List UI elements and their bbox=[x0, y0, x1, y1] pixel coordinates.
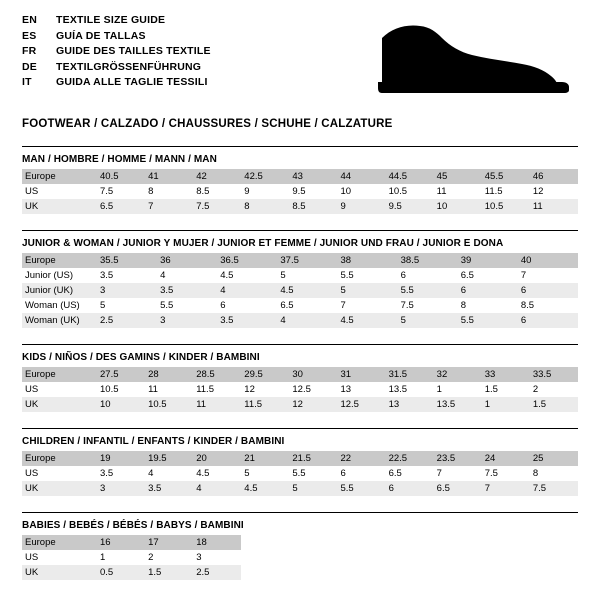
size-cell: 16 bbox=[97, 535, 145, 550]
size-cell: 1.5 bbox=[530, 397, 578, 412]
language-code: ES bbox=[22, 29, 37, 42]
size-cell: 11.5 bbox=[484, 186, 503, 197]
size-cell: 33 bbox=[482, 367, 530, 382]
size-cell: 17 bbox=[145, 535, 193, 550]
size-cell: 11.5 bbox=[196, 384, 214, 395]
divider bbox=[22, 230, 578, 231]
row-label: UK bbox=[22, 199, 97, 214]
size-cell: 11 bbox=[530, 199, 578, 214]
size-tables bbox=[0, 146, 600, 580]
size-cell: 10.5 bbox=[388, 186, 408, 197]
size-cell: 38.5 bbox=[398, 253, 458, 268]
size-cell: 3.5 bbox=[217, 313, 277, 328]
size-cell: 18 bbox=[193, 535, 241, 550]
size-block-title: JUNIOR & WOMAN / JUNIOR Y MUJER / JUNIOR ET FEMME / JUNIOR UND FRAU / JUNIOR E DONA bbox=[22, 238, 504, 249]
size-cell: 4 bbox=[148, 468, 154, 479]
size-cell: 8.5 bbox=[196, 186, 210, 197]
size-cell: 1.5 bbox=[484, 384, 498, 395]
size-cell: 5 bbox=[100, 300, 106, 311]
size-cell: 1 bbox=[482, 397, 530, 412]
size-cell: 4 bbox=[160, 270, 166, 281]
size-cell: 4.5 bbox=[196, 468, 210, 479]
size-cell: 11 bbox=[148, 384, 158, 395]
size-cell: 29.5 bbox=[241, 367, 289, 382]
size-cell bbox=[530, 535, 578, 550]
table-row bbox=[22, 550, 578, 565]
size-cell: 7 bbox=[520, 270, 527, 281]
size-cell: 6 bbox=[400, 270, 406, 281]
size-cell bbox=[434, 550, 482, 565]
size-cell: 5.5 bbox=[292, 468, 306, 479]
language-row bbox=[22, 61, 211, 77]
language-title: GUÍA DE TALLAS bbox=[56, 29, 146, 42]
row-label: UK bbox=[22, 397, 97, 412]
footwear-section-title: FOOTWEAR / CALZADO / CHAUSSURES / SCHUHE / CALZATURE bbox=[22, 118, 393, 130]
size-cell bbox=[482, 565, 530, 580]
size-table bbox=[22, 253, 578, 328]
size-block-title: KIDS / NIÑOS / DES GAMINS / KINDER / BAMBINI bbox=[22, 352, 260, 363]
row-label: US bbox=[25, 384, 39, 395]
language-title: GUIDE DES TAILLES TEXTILE bbox=[56, 45, 211, 57]
size-cell: 8 bbox=[532, 468, 539, 479]
language-code: FR bbox=[22, 45, 37, 57]
size-cell: 19.5 bbox=[145, 451, 193, 466]
size-cell: 4 bbox=[217, 283, 277, 298]
table-row bbox=[22, 199, 578, 214]
table-row bbox=[22, 382, 578, 397]
row-label: Europe bbox=[22, 451, 97, 466]
size-cell: 11 bbox=[436, 186, 447, 197]
language-title-list bbox=[22, 14, 211, 92]
size-table bbox=[22, 451, 578, 496]
size-cell: 30 bbox=[289, 367, 337, 382]
size-table bbox=[22, 367, 578, 412]
row-label: Europe bbox=[22, 169, 97, 184]
table-row bbox=[22, 298, 578, 313]
size-cell: 8.5 bbox=[520, 300, 535, 311]
size-cell: 5 bbox=[280, 270, 286, 281]
row-label: US bbox=[25, 186, 39, 197]
divider bbox=[22, 512, 578, 513]
table-row bbox=[22, 253, 578, 268]
size-cell: 40 bbox=[518, 253, 578, 268]
size-cell: 6 bbox=[220, 300, 226, 311]
size-cell bbox=[337, 565, 385, 580]
table-row bbox=[22, 283, 578, 298]
size-cell: 38 bbox=[338, 253, 398, 268]
size-cell: 1.5 bbox=[145, 565, 193, 580]
size-cell: 7 bbox=[482, 481, 530, 496]
size-block-title: MAN / HOMBRE / HOMME / MANN / MAN bbox=[22, 154, 217, 165]
size-cell: 46 bbox=[530, 169, 578, 184]
language-row bbox=[22, 30, 211, 46]
size-cell: 5 bbox=[338, 283, 398, 298]
size-table bbox=[22, 535, 578, 580]
size-cell: 10.5 bbox=[482, 199, 530, 214]
size-cell: 12.5 bbox=[337, 397, 385, 412]
size-cell: 12 bbox=[244, 384, 255, 395]
size-cell: 21.5 bbox=[289, 451, 337, 466]
table-row bbox=[22, 466, 578, 481]
size-cell: 3 bbox=[157, 313, 217, 328]
size-cell: 42.5 bbox=[241, 169, 289, 184]
size-cell: 2.5 bbox=[193, 565, 241, 580]
size-cell: 25 bbox=[530, 451, 578, 466]
size-cell: 11.5 bbox=[241, 397, 289, 412]
table-row bbox=[22, 451, 578, 466]
size-cell: 40.5 bbox=[97, 169, 145, 184]
table-row bbox=[22, 169, 578, 184]
size-cell: 32 bbox=[434, 367, 482, 382]
size-cell: 6 bbox=[518, 283, 578, 298]
size-cell: 27.5 bbox=[97, 367, 145, 382]
divider bbox=[22, 344, 578, 345]
size-cell: 3.5 bbox=[145, 481, 193, 496]
size-cell: 4.5 bbox=[277, 283, 337, 298]
row-label: UK bbox=[22, 565, 97, 580]
size-cell: 4 bbox=[193, 481, 241, 496]
language-code: EN bbox=[22, 14, 37, 26]
size-cell: 5 bbox=[244, 468, 250, 479]
divider bbox=[22, 428, 578, 429]
size-cell: 12.5 bbox=[292, 384, 311, 395]
header bbox=[0, 0, 600, 112]
size-cell: 31.5 bbox=[386, 367, 434, 382]
size-cell: 7.5 bbox=[193, 199, 241, 214]
size-block-title: CHILDREN / INFANTIL / ENFANTS / KINDER / BAMBINI bbox=[22, 436, 285, 447]
size-block-title: BABIES / BEBÉS / BÉBÉS / BABYS / BAMBINI bbox=[22, 520, 244, 531]
size-cell: 12 bbox=[289, 397, 337, 412]
language-title: TEXTILE SIZE GUIDE bbox=[56, 14, 166, 26]
size-cell: 6 bbox=[386, 481, 434, 496]
size-cell: 7.5 bbox=[400, 300, 414, 311]
size-cell: 36.5 bbox=[217, 253, 277, 268]
size-cell: 0.5 bbox=[97, 565, 145, 580]
size-cell: 4.5 bbox=[220, 270, 234, 281]
size-cell: 10.5 bbox=[145, 397, 193, 412]
size-cell: 33.5 bbox=[530, 367, 578, 382]
size-cell bbox=[386, 565, 434, 580]
size-cell: 7 bbox=[340, 300, 346, 311]
size-cell: 8.5 bbox=[289, 199, 337, 214]
size-cell: 3 bbox=[97, 283, 157, 298]
size-cell: 13.5 bbox=[434, 397, 482, 412]
size-cell: 5.5 bbox=[160, 300, 174, 311]
size-block bbox=[22, 230, 578, 328]
size-cell: 3 bbox=[196, 552, 202, 563]
row-label: Junior (US) bbox=[25, 270, 74, 281]
row-label: Woman (US) bbox=[25, 300, 80, 311]
language-row bbox=[22, 76, 211, 92]
size-block bbox=[22, 344, 578, 412]
size-cell: 22 bbox=[337, 451, 385, 466]
size-cell: 7 bbox=[145, 199, 193, 214]
table-row bbox=[22, 481, 578, 496]
size-cell: 7.5 bbox=[100, 186, 114, 197]
size-cell: 13 bbox=[386, 397, 434, 412]
size-cell: 6 bbox=[518, 313, 578, 328]
size-cell bbox=[386, 550, 434, 565]
language-row bbox=[22, 45, 211, 61]
size-cell: 43 bbox=[289, 169, 337, 184]
size-cell: 5.5 bbox=[398, 283, 458, 298]
size-cell bbox=[289, 565, 337, 580]
size-cell: 10.5 bbox=[100, 384, 119, 395]
size-cell: 36 bbox=[157, 253, 217, 268]
size-cell: 23.5 bbox=[434, 451, 482, 466]
size-cell: 7.5 bbox=[530, 481, 578, 496]
size-cell: 6.5 bbox=[434, 481, 482, 496]
row-label: UK bbox=[22, 481, 97, 496]
size-cell: 13.5 bbox=[388, 384, 408, 395]
table-row bbox=[22, 367, 578, 382]
size-cell: 19 bbox=[97, 451, 145, 466]
size-cell: 3 bbox=[97, 481, 145, 496]
size-cell bbox=[530, 550, 578, 565]
size-cell: 44.5 bbox=[386, 169, 434, 184]
row-label: Junior (UK) bbox=[22, 283, 97, 298]
size-cell: 2 bbox=[148, 552, 154, 563]
size-cell: 8 bbox=[148, 186, 154, 197]
size-cell: 45.5 bbox=[482, 169, 530, 184]
size-cell: 6.5 bbox=[460, 270, 474, 281]
size-cell bbox=[530, 565, 578, 580]
size-cell: 44 bbox=[337, 169, 385, 184]
size-cell: 13 bbox=[340, 384, 352, 395]
size-cell: 41 bbox=[145, 169, 193, 184]
size-cell: 2.5 bbox=[97, 313, 157, 328]
size-block bbox=[22, 428, 578, 496]
size-cell: 39 bbox=[458, 253, 518, 268]
size-cell: 45 bbox=[434, 169, 482, 184]
size-cell: 6.5 bbox=[280, 300, 294, 311]
size-cell: 5.5 bbox=[458, 313, 518, 328]
size-cell bbox=[434, 535, 482, 550]
size-cell: 7.5 bbox=[484, 468, 498, 479]
size-cell: 10 bbox=[97, 397, 145, 412]
size-cell bbox=[337, 550, 385, 565]
size-cell: 37.5 bbox=[277, 253, 337, 268]
size-cell: 28 bbox=[145, 367, 193, 382]
size-cell bbox=[289, 550, 337, 565]
dress-shoe-icon bbox=[376, 20, 576, 98]
size-cell bbox=[241, 550, 289, 565]
language-title: GUIDA ALLE TAGLIE TESSILI bbox=[56, 76, 208, 88]
size-cell: 8 bbox=[241, 199, 289, 214]
size-cell bbox=[482, 550, 530, 565]
size-table bbox=[22, 169, 578, 214]
size-cell: 5.5 bbox=[340, 270, 354, 281]
size-cell: 1 bbox=[436, 384, 442, 395]
language-row bbox=[22, 14, 211, 30]
size-cell: 4.5 bbox=[241, 481, 289, 496]
row-label: Woman (UK) bbox=[22, 313, 97, 328]
size-cell: 9.5 bbox=[386, 199, 434, 214]
row-label: Europe bbox=[22, 367, 97, 382]
size-cell: 28.5 bbox=[193, 367, 241, 382]
row-label: US bbox=[25, 552, 39, 563]
size-cell: 5 bbox=[289, 481, 337, 496]
size-cell bbox=[386, 535, 434, 550]
size-cell: 7 bbox=[436, 468, 442, 479]
table-row bbox=[22, 184, 578, 199]
size-cell bbox=[434, 565, 482, 580]
size-cell: 6.5 bbox=[388, 468, 402, 479]
size-cell bbox=[289, 535, 337, 550]
row-label: US bbox=[25, 468, 39, 479]
size-cell: 21 bbox=[241, 451, 289, 466]
row-label: Europe bbox=[22, 253, 97, 268]
size-cell bbox=[241, 535, 289, 550]
size-block bbox=[22, 146, 578, 214]
table-row bbox=[22, 565, 578, 580]
size-cell: 20 bbox=[193, 451, 241, 466]
language-code: DE bbox=[22, 60, 37, 73]
size-cell: 3.5 bbox=[100, 270, 114, 281]
language-title: TEXTILGRÖSSENFÜHRUNG bbox=[56, 60, 202, 73]
table-row bbox=[22, 268, 578, 283]
size-cell: 22.5 bbox=[386, 451, 434, 466]
size-cell: 9 bbox=[244, 186, 250, 197]
table-row bbox=[22, 397, 578, 412]
size-cell: 6.5 bbox=[97, 199, 145, 214]
size-cell: 9.5 bbox=[292, 186, 306, 197]
size-cell bbox=[482, 535, 530, 550]
size-cell: 2 bbox=[532, 384, 539, 395]
size-cell: 42 bbox=[193, 169, 241, 184]
size-cell bbox=[337, 535, 385, 550]
size-cell: 1 bbox=[100, 552, 106, 563]
size-cell: 11 bbox=[193, 397, 241, 412]
row-label: Europe bbox=[22, 535, 97, 550]
size-cell: 12 bbox=[532, 186, 544, 197]
size-cell: 6 bbox=[340, 468, 346, 479]
table-row bbox=[22, 535, 578, 550]
size-cell: 35.5 bbox=[97, 253, 157, 268]
size-cell: 8 bbox=[460, 300, 467, 311]
divider bbox=[22, 146, 578, 147]
size-cell: 4 bbox=[277, 313, 337, 328]
size-cell: 10 bbox=[340, 186, 352, 197]
size-cell: 5.5 bbox=[337, 481, 385, 496]
size-cell: 3.5 bbox=[100, 468, 114, 479]
size-cell: 5 bbox=[398, 313, 458, 328]
size-cell: 10 bbox=[434, 199, 482, 214]
size-cell: 24 bbox=[482, 451, 530, 466]
table-row bbox=[22, 313, 578, 328]
size-cell bbox=[241, 565, 289, 580]
size-cell: 4.5 bbox=[338, 313, 398, 328]
size-cell: 6 bbox=[458, 283, 518, 298]
size-block bbox=[22, 512, 578, 580]
size-cell: 31 bbox=[337, 367, 385, 382]
size-cell: 9 bbox=[337, 199, 385, 214]
language-code: IT bbox=[22, 76, 32, 88]
size-cell: 3.5 bbox=[157, 283, 217, 298]
